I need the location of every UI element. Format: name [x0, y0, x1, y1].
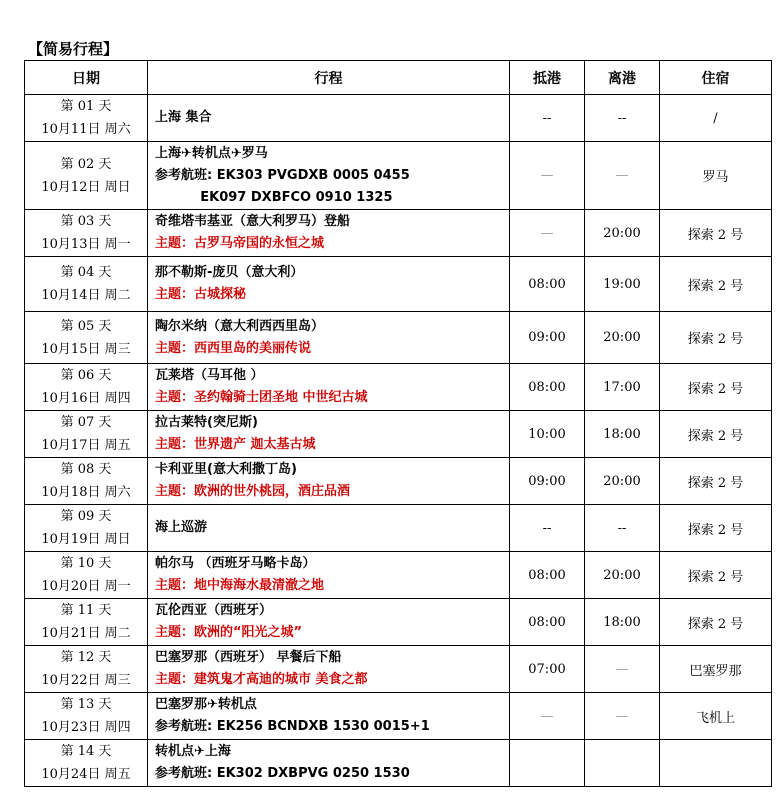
trip-theme: 主题：世界遗产 迦太基古城 [155, 437, 316, 452]
trip-title: 转机点✈上海 [155, 744, 231, 759]
accommodation: 探索 2 号 [660, 411, 772, 458]
trip-title: 陶尔米纳（意大利西西里岛） [155, 318, 325, 334]
date-cell [25, 458, 148, 505]
arrive-time: 07:00 [510, 646, 585, 693]
trip-cell [148, 552, 510, 599]
col-stay-header: 住宿 [660, 61, 772, 95]
day-date: 10月24日 周五 [41, 767, 131, 782]
arrive-time [510, 740, 585, 787]
arrive-time: 08:00 [510, 257, 585, 312]
depart-time: -- [585, 95, 660, 142]
trip-cell [148, 599, 510, 646]
depart-time: — [585, 693, 660, 740]
date-cell [25, 142, 148, 210]
col-date-header: 日期 [25, 61, 148, 95]
table-row [25, 95, 772, 142]
accommodation [660, 740, 772, 787]
date-cell [25, 552, 148, 599]
trip-title: 拉古莱特(突尼斯) [155, 415, 258, 430]
day-number: 第 03 天 [60, 214, 112, 229]
trip-cell [148, 411, 510, 458]
table-row [25, 505, 772, 552]
flight-info: 参考航班: EK302 DXBPVG 0250 1530 [155, 766, 410, 781]
day-date: 10月11日 周六 [41, 122, 131, 137]
day-date: 10月15日 周三 [41, 341, 131, 357]
day-date: 10月21日 周二 [41, 626, 131, 641]
trip-cell [148, 740, 510, 787]
depart-time [585, 740, 660, 787]
depart-time: 19:00 [585, 257, 660, 312]
day-number: 第 01 天 [60, 99, 112, 114]
arrive-time: -- [510, 505, 585, 552]
date-cell [25, 312, 148, 364]
trip-theme: 主题：建筑鬼才高迪的城市 美食之都 [155, 672, 368, 687]
table-row [25, 312, 772, 364]
accommodation: 探索 2 号 [660, 505, 772, 552]
day-date: 10月22日 周三 [41, 673, 131, 688]
day-date: 10月17日 周五 [41, 438, 131, 453]
trip-cell [148, 257, 510, 312]
trip-theme: 主题：欧洲的“阳光之城” [155, 625, 303, 640]
arrive-time: — [510, 693, 585, 740]
day-date: 10月16日 周四 [41, 391, 131, 406]
trip-title: 海上巡游 [155, 520, 208, 535]
day-number: 第 05 天 [60, 318, 112, 334]
trip-title: 巴塞罗那✈转机点 [155, 697, 257, 712]
depart-time: 20:00 [585, 458, 660, 505]
date-cell [25, 505, 148, 552]
trip-theme: 主题：古罗马帝国的永恒之城 [155, 236, 325, 251]
trip-title: 卡利亚里(意大利撒丁岛) [155, 462, 297, 477]
arrive-time: 08:00 [510, 552, 585, 599]
table-row [25, 458, 772, 505]
accommodation: 巴塞罗那 [660, 646, 772, 693]
accommodation: 探索 2 号 [660, 312, 772, 364]
trip-cell [148, 693, 510, 740]
date-cell [25, 411, 148, 458]
date-cell [25, 599, 148, 646]
day-number: 第 10 天 [60, 556, 112, 571]
trip-cell [148, 646, 510, 693]
table-row [25, 552, 772, 599]
day-number: 第 02 天 [60, 156, 112, 172]
day-date: 10月14日 周二 [41, 288, 131, 303]
trip-title: 奇维塔韦基亚（意大利罗马）登船 [155, 214, 351, 229]
depart-time: 20:00 [585, 552, 660, 599]
trip-cell [148, 458, 510, 505]
table-row [25, 142, 772, 210]
trip-cell [148, 95, 510, 142]
accommodation: 罗马 [660, 142, 772, 210]
trip-cell [148, 312, 510, 364]
table-row [25, 210, 772, 257]
trip-title: 瓦伦西亚（西班牙） [155, 603, 273, 618]
depart-time: 20:00 [585, 312, 660, 364]
day-number: 第 13 天 [60, 697, 112, 712]
trip-title: 帕尔马 （西班牙马略卡岛） [155, 556, 316, 571]
trip-theme: 主题：西西里岛的美丽传说 [155, 340, 312, 356]
arrive-time: 09:00 [510, 312, 585, 364]
table-row [25, 693, 772, 740]
trip-title: 巴塞罗那（西班牙） 早餐后下船 [155, 650, 342, 665]
day-number: 第 06 天 [60, 368, 112, 383]
accommodation: 探索 2 号 [660, 458, 772, 505]
date-cell [25, 95, 148, 142]
table-row [25, 411, 772, 458]
day-number: 第 12 天 [60, 650, 112, 665]
day-number: 第 04 天 [60, 265, 112, 280]
date-cell [25, 364, 148, 411]
table-row [25, 364, 772, 411]
day-date: 10月18日 周六 [41, 485, 131, 500]
trip-title: 上海 集合 [155, 110, 212, 125]
day-date: 10月20日 周一 [41, 579, 131, 594]
trip-cell [148, 210, 510, 257]
accommodation: / [660, 95, 772, 142]
table-row [25, 257, 772, 312]
date-cell [25, 693, 148, 740]
trip-title: 那不勒斯-庞贝（意大利） [155, 265, 304, 280]
trip-cell [148, 364, 510, 411]
col-arrive-header: 抵港 [510, 61, 585, 95]
day-number: 第 14 天 [60, 744, 112, 759]
depart-time: 17:00 [585, 364, 660, 411]
date-cell [25, 740, 148, 787]
flight-info: 参考航班: EK256 BCNDXB 1530 0015+1 [155, 719, 430, 734]
accommodation: 探索 2 号 [660, 364, 772, 411]
trip-title: 上海✈转机点✈罗马 [155, 145, 268, 161]
table-row [25, 740, 772, 787]
day-number: 第 07 天 [60, 415, 112, 430]
depart-time: -- [585, 505, 660, 552]
day-number: 第 11 天 [60, 603, 112, 618]
trip-theme: 主题：地中海海水最清澈之地 [155, 578, 325, 593]
flight-info: 参考航班: EK303 PVGDXB 0005 0455 [155, 167, 410, 183]
header-row [25, 61, 772, 95]
trip-theme: 主题：欧洲的世外桃园，酒庄品酒 [155, 484, 351, 499]
table-row [25, 646, 772, 693]
col-depart-header: 离港 [585, 61, 660, 95]
date-cell [25, 210, 148, 257]
depart-time: 18:00 [585, 599, 660, 646]
day-number: 第 08 天 [60, 462, 112, 477]
trip-cell [148, 505, 510, 552]
arrive-time: -- [510, 95, 585, 142]
arrive-time: 08:00 [510, 599, 585, 646]
itinerary-table [24, 60, 772, 787]
accommodation: 探索 2 号 [660, 257, 772, 312]
day-date: 10月23日 周四 [41, 720, 131, 735]
flight-info: EK097 DXBFCO 0910 1325 [155, 189, 393, 205]
arrive-time: — [510, 142, 585, 210]
depart-time: 20:00 [585, 210, 660, 257]
accommodation: 飞机上 [660, 693, 772, 740]
depart-time: — [585, 646, 660, 693]
arrive-time: 08:00 [510, 364, 585, 411]
day-date: 10月19日 周日 [41, 532, 131, 547]
arrive-time: 10:00 [510, 411, 585, 458]
itinerary-heading: 【简易行程】 [28, 40, 119, 58]
day-number: 第 09 天 [60, 509, 112, 524]
trip-cell [148, 142, 510, 210]
day-date: 10月12日 周日 [41, 179, 131, 195]
day-date: 10月13日 周一 [41, 237, 131, 252]
table-row [25, 599, 772, 646]
accommodation: 探索 2 号 [660, 210, 772, 257]
accommodation: 探索 2 号 [660, 552, 772, 599]
trip-title: 瓦莱塔（马耳他 ） [155, 368, 264, 383]
date-cell [25, 257, 148, 312]
depart-time: 18:00 [585, 411, 660, 458]
date-cell [25, 646, 148, 693]
trip-theme: 主题：古城探秘 [155, 287, 247, 302]
col-trip-header: 行程 [148, 61, 510, 95]
depart-time: — [585, 142, 660, 210]
trip-theme: 主题：圣约翰骑士团圣地 中世纪古城 [155, 390, 368, 405]
accommodation: 探索 2 号 [660, 599, 772, 646]
arrive-time: 09:00 [510, 458, 585, 505]
arrive-time: — [510, 210, 585, 257]
